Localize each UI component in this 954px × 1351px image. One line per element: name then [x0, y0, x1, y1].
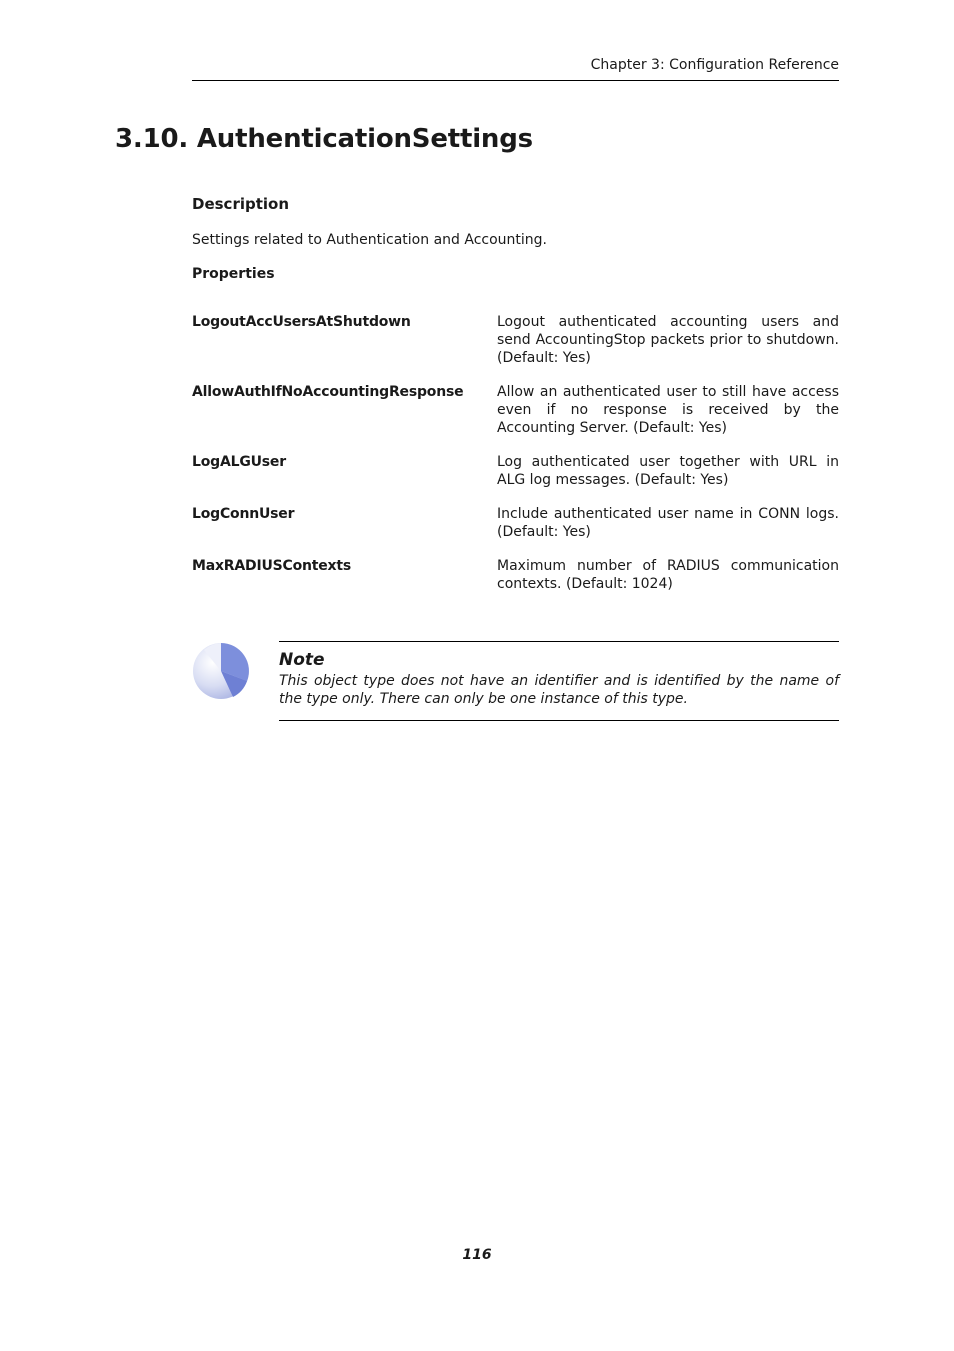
properties-heading: Properties — [192, 266, 275, 282]
note-box — [279, 641, 839, 721]
property-name: LogConnUser — [192, 506, 295, 522]
property-description: Logout authenticated accounting users and send AccountingStop packets prior to shutdown. (Default: Yes) — [497, 314, 839, 366]
note-title: Note — [279, 650, 325, 670]
description-heading: Description — [192, 195, 290, 213]
page-number: 116 — [462, 1247, 492, 1263]
property-row — [192, 383, 839, 437]
property-description: Log authenticated user together with URL in ALG log messages. (Default: Yes) — [497, 454, 839, 488]
property-description: Maximum number of RADIUS communication contexts. (Default: 1024) — [497, 558, 839, 592]
properties-list — [192, 313, 839, 609]
property-description: Allow an authenticated user to still have access even if no response is received by the Accounting Server. (Default: Yes) — [497, 384, 839, 436]
description-text: Settings related to Authentication and Accounting. — [192, 232, 547, 248]
property-description: Include authenticated user name in CONN logs. (Default: Yes) — [497, 506, 839, 540]
property-row — [192, 505, 839, 541]
property-name: MaxRADIUSContexts — [192, 558, 352, 574]
property-row — [192, 453, 839, 489]
chapter-title: Chapter 3: Configuration Reference — [590, 57, 839, 73]
property-name: LogoutAccUsersAtShutdown — [192, 314, 411, 330]
section-title: 3.10. AuthenticationSettings — [115, 124, 533, 154]
page-header — [192, 56, 839, 81]
property-row — [192, 557, 839, 593]
note-text: This object type does not have an identifier and is identified by the name of the type only. There can only be one instance of this type. — [279, 673, 839, 707]
property-name: LogALGUser — [192, 454, 286, 470]
property-name: AllowAuthIfNoAccountingResponse — [192, 384, 464, 400]
property-row — [192, 313, 839, 367]
note-icon — [192, 642, 252, 702]
